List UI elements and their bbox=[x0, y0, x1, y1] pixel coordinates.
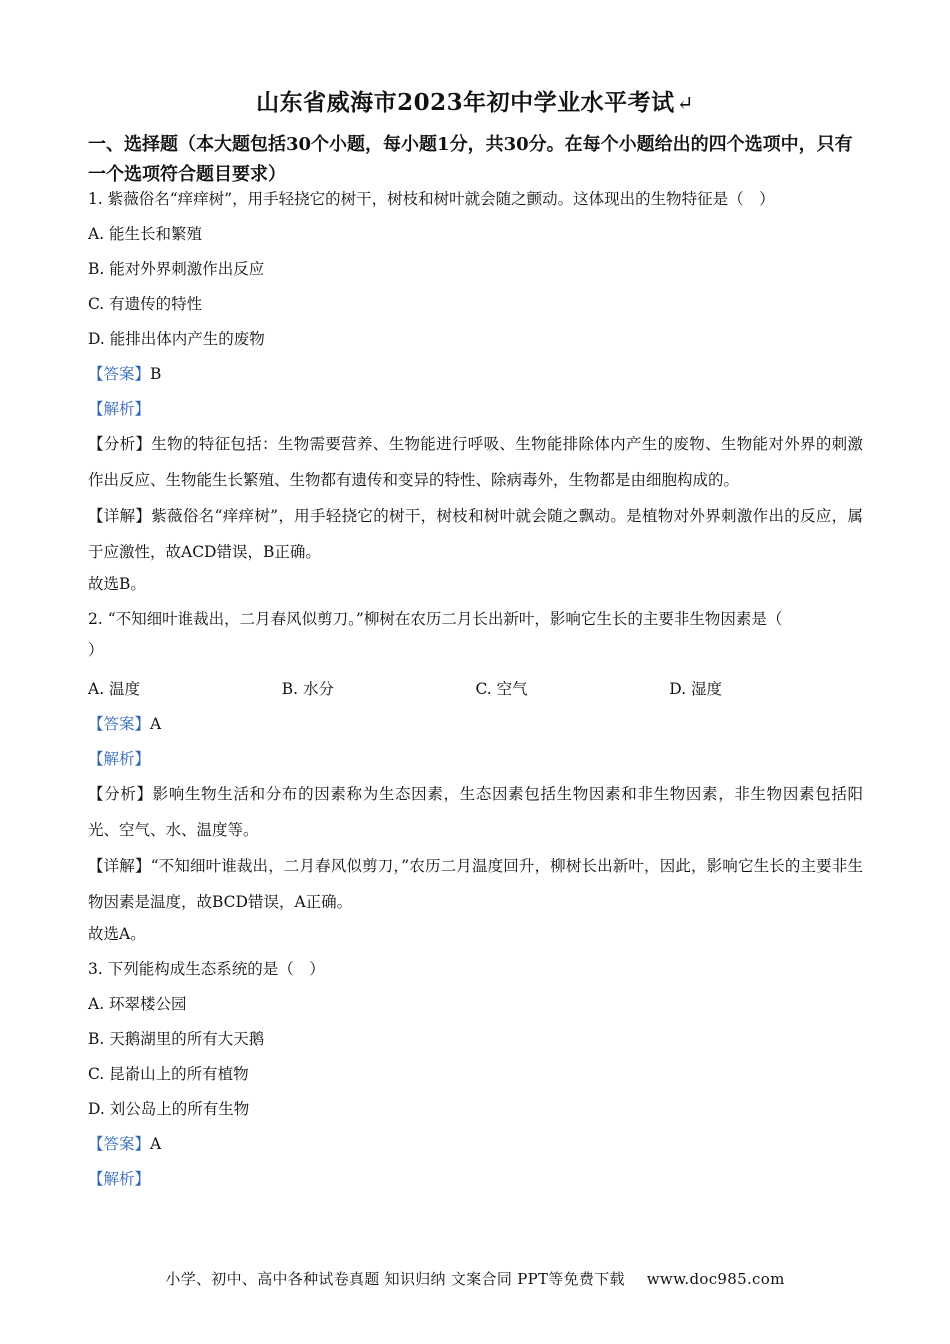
q2-answer bbox=[88, 710, 863, 745]
q2-option-b: B. 水分 bbox=[281, 680, 334, 698]
q1-option-d: D. 能排出体内产生的废物 bbox=[88, 330, 265, 348]
page-title bbox=[0, 84, 950, 117]
q2-conclusion: 故选A。 bbox=[88, 925, 146, 943]
detail-tag: 【详解】 bbox=[88, 857, 151, 875]
q2-option-c: C. 空气 bbox=[475, 680, 528, 698]
return-mark: ↵ bbox=[676, 91, 694, 115]
q1-answer bbox=[88, 360, 863, 395]
q3-answer bbox=[88, 1130, 863, 1165]
q3-analysis-label bbox=[88, 1165, 863, 1200]
q2-analysis-label bbox=[88, 745, 863, 780]
q2-fenxi bbox=[88, 776, 863, 848]
q1-option-c: C. 有遗传的特性 bbox=[88, 295, 203, 313]
q1-option-b: B. 能对外界刺激作出反应 bbox=[88, 260, 265, 278]
page-footer bbox=[0, 1268, 950, 1289]
q1-option-a: A. 能生长和繁殖 bbox=[88, 225, 203, 243]
q1-answer-value: B bbox=[150, 365, 162, 383]
title-text: 山东省威海市2023年初中学业水平考试 bbox=[256, 89, 675, 116]
q1-fenxi-text: 生物的特征包括：生物需要营养、生物能进行呼吸、生物能排除体内产生的废物、生物能对外界的刺激作出反应、生物能生长繁殖、生物都有遗传和变异的特性、除病毒外，生物都是由细胞构成的。 bbox=[88, 435, 863, 489]
answer-tag: 【答案】 bbox=[88, 1135, 151, 1153]
analysis-tag: 【解析】 bbox=[88, 1170, 151, 1188]
q2-option-a: A. 温度 bbox=[88, 680, 141, 698]
answer-tag: 【答案】 bbox=[88, 715, 151, 733]
analysis-tag: 【解析】 bbox=[88, 750, 151, 768]
section-heading: 一、选择题（本大题包括30个小题，每小题1分，共30分。在每个小题给出的四个选项中，只有一个选项符合题目要求） bbox=[88, 134, 853, 185]
q1-detail-text: 紫薇俗名“痒痒树”，用手轻挠它的树干，树枝和树叶就会随之飘动。是植物对外界刺激作出的反应，属于应激性，故ACD错误，B正确。 bbox=[88, 507, 863, 561]
detail-tag: 【详解】 bbox=[88, 507, 152, 525]
q3-answer-value: A bbox=[150, 1135, 162, 1153]
q3-option-c: C. 昆嵛山上的所有植物 bbox=[88, 1065, 249, 1083]
q3-option-b: B. 天鹅湖里的所有大天鹅 bbox=[88, 1030, 265, 1048]
q2-options bbox=[88, 675, 863, 710]
q3-stem: 3. 下列能构成生态系统的是（ ） bbox=[88, 960, 325, 978]
q3-option-d: D. 刘公岛上的所有生物 bbox=[88, 1100, 250, 1118]
q1-stem: 1. 紫薇俗名“痒痒树”，用手轻挠它的树干，树枝和树叶就会随之颤动。这体现出的生物特征是（ ） bbox=[88, 190, 775, 208]
q1-fenxi bbox=[88, 426, 863, 498]
q2-answer-value: A bbox=[150, 715, 162, 733]
q2-stem: 2. “不知细叶谁裁出，二月春风似剪刀。”柳树在农历二月长出新叶，影响它生长的主要非生物因素是（ bbox=[88, 610, 783, 628]
footer-text: 小学、初中、高中各种试卷真题 知识归纳 文案合同 PPT等免费下载 bbox=[165, 1270, 625, 1288]
answer-tag: 【答案】 bbox=[88, 365, 151, 383]
analysis-tag: 【解析】 bbox=[88, 400, 151, 418]
q1-detail bbox=[88, 498, 863, 570]
q1-analysis-label bbox=[88, 395, 863, 430]
q2-detail bbox=[88, 848, 863, 920]
fenxi-tag: 【分析】 bbox=[88, 785, 153, 803]
footer-url[interactable]: www.doc985.com bbox=[646, 1270, 785, 1288]
q2-detail-text: “不知细叶谁裁出，二月春风似剪刀，”农历二月温度回升，柳树长出新叶，因此，影响它生长的主要非生物因素是温度，故BCD错误，A正确。 bbox=[88, 857, 863, 911]
q1-conclusion: 故选B。 bbox=[88, 575, 146, 593]
q2-fenxi-text: 影响生物生活和分布的因素称为生态因素，生态因素包括生物因素和非生物因素，非生物因素包括阳光、空气、水、温度等。 bbox=[88, 785, 863, 839]
fenxi-tag: 【分析】 bbox=[88, 435, 152, 453]
q2-stem-tail: ） bbox=[88, 641, 104, 659]
q3-option-a: A. 环翠楼公园 bbox=[88, 995, 187, 1013]
questions bbox=[88, 185, 863, 1200]
q2-option-d: D. 湿度 bbox=[669, 680, 722, 698]
